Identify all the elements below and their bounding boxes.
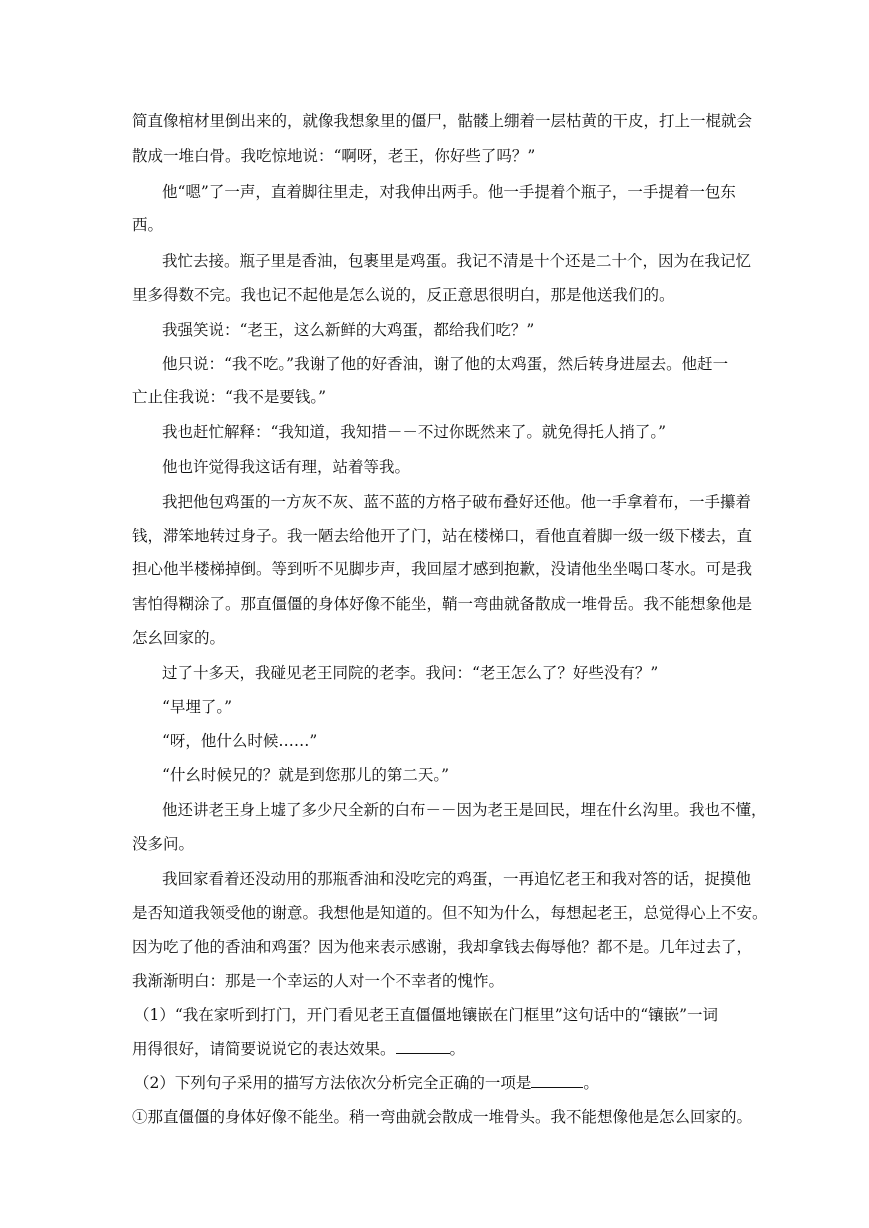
text-line: 我把他包鸡蛋的一方灰不灰、蓝不蓝的方格子破布叠好还他。他一手拿着布，一手攥着 — [162, 493, 752, 511]
text-line: 他还讲老王身上墟了多少尺全新的白布－－因为老王是回民，埋在什幺沟里。我也不懂， — [162, 801, 767, 819]
text-line: 担心他半楼梯掉倒。等到听不见脚步声，我回屋才感到抱歉，没请他坐坐喝口苳水。可是我 — [132, 560, 753, 578]
option-item-1: ①那直僵僵的身体好像不能坐。稍一弯曲就会散成一堆骨头。我不能想像他是怎么回家的。 — [132, 1108, 753, 1126]
question-2-text: （2）下列句子采用的描写方法依次分析完全正确的一项是 — [134, 1074, 532, 1092]
text-line: 我回家看着还没动用的那瓶香油和没吃完的鸡蛋，一再追忆老王和我对答的话，捉摸他 — [162, 870, 752, 888]
text-line: “呀，他什么时候……” — [162, 732, 318, 750]
question-1-end: 。 — [449, 1040, 466, 1058]
text-line: 亡止住我说：“我不是要钱。” — [132, 388, 327, 406]
text-line: 我渐渐明白：那是一个幸运的人对一个不幸者的愧怍。 — [132, 972, 505, 990]
text-line: 他“嗯”了一声，直着脚往里走，对我伸出两手。他一手提着个瓶子，一手提着一包东 — [162, 183, 736, 201]
text-line: 没多问。 — [132, 835, 195, 853]
question-1-text: 用得很好，请简要说说它的表达效果。 — [132, 1040, 396, 1058]
question-2-end: 。 — [583, 1074, 599, 1092]
text-line: 过了十多天，我碰见老王同院的老李。我问：“老王怎么了？好些没有？” — [162, 664, 659, 682]
text-line: 他只说：“我不吃。”我谢了他的好香油，谢了他的太鸡蛋，然后转身进屋去。他赶一 — [162, 355, 729, 373]
text-line: 他也许觉得我这话有理，站着等我。 — [162, 458, 411, 476]
text-line: 西。 — [132, 216, 164, 234]
text-line: 散成一堆白骨。我吃惊地说：“啊呀，老王，你好些了吗？” — [132, 147, 536, 165]
text-line: 里多得数不完。我也记不起他是怎么说的，反正意思很明白，那是他送我们的。 — [132, 286, 675, 304]
question-2 — [134, 1073, 599, 1093]
text-line: “早埋了。” — [162, 698, 233, 716]
text-line: 我强笑说：“老王，这么新鲜的大鸡蛋，都给我们吃？” — [162, 321, 535, 339]
text-line: 因为吃了他的香油和鸡蛋？因为他来表示感谢，我却拿钱去侮辱他？都不是。几年过去了， — [132, 938, 753, 956]
text-line: “什幺时候兄的？就是到您那儿的第二天。” — [162, 766, 450, 784]
answer-blank-2[interactable] — [531, 1073, 583, 1088]
text-line: 简直像棺材里倒出来的，就像我想象里的僵尸，骷髅上绷着一层枯黄的干皮，打上一棍就会 — [132, 112, 753, 130]
question-1-prompt — [132, 1039, 465, 1059]
text-line: 钱，滞笨地转过身子。我一陋去给他开了门，站在楼梯口，看他直着脚一级一级下楼去，直 — [132, 527, 753, 545]
text-line: 是否知道我领受他的谢意。我想他是知道的。但不知为什么，每想起老王，总觉得心上不安。 — [132, 904, 768, 922]
text-line: 怎幺回家的。 — [132, 629, 226, 647]
text-line: 害怕得糊涂了。那直僵僵的身体妤像不能坐，鞘一弯曲就备散成一堆骨岳。我不能想象他是 — [132, 595, 753, 613]
question-1: （1）“我在家听到打门，开门看见老王直僵僵地镶嵌在门框里”这句话中的“镶嵌”一词 — [134, 1006, 719, 1024]
text-line: 我忙去接。瓶子里是香油，包裹里是鸡蛋。我记不清是十个还是二十个，因为在我记忆 — [162, 252, 752, 270]
answer-blank-1[interactable] — [396, 1039, 450, 1054]
text-line: 我也赶忙解释：“我知道，我知措－－不过你既然来了。就免得托人捎了。” — [162, 423, 667, 441]
